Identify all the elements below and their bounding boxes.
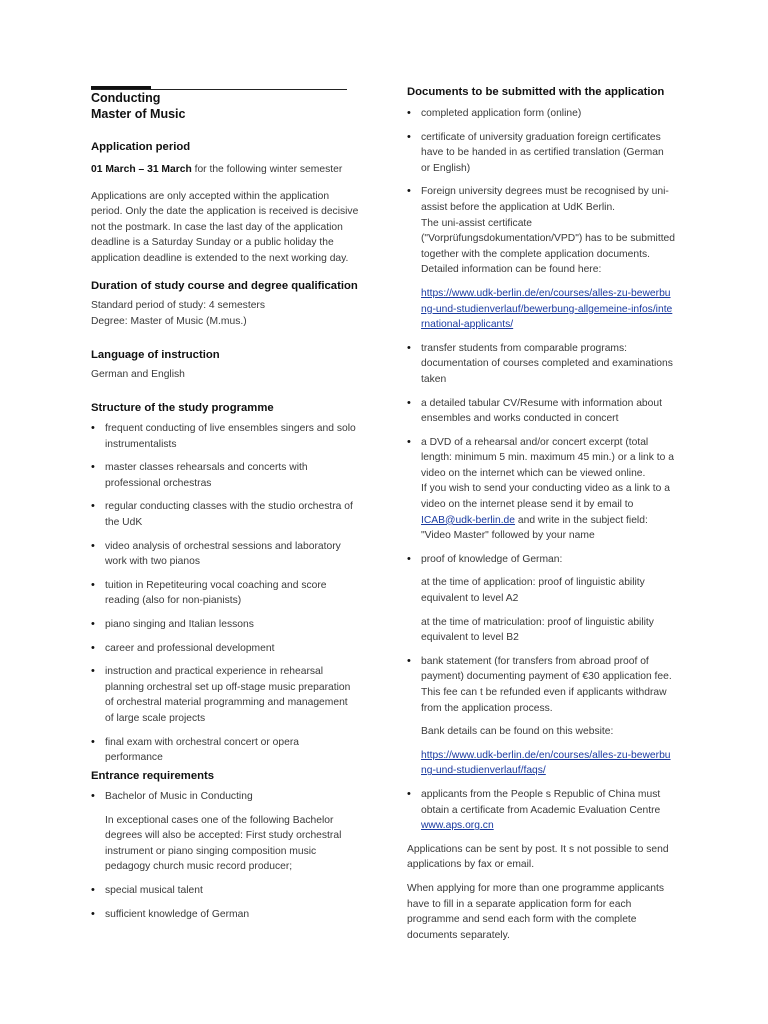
multi-programme-note: When applying for more than one programme applicants have to fill in a separate application form for each programme and send each form with the complete documents separately.: [407, 882, 664, 941]
aps-link-wrap: [421, 818, 675, 834]
language-section: [91, 348, 359, 383]
list-item: • tuition in Repetiteuring vocal coaching and score reading (also for non-pianists): [91, 578, 359, 609]
list-item: [407, 435, 675, 544]
dates-range: 01 March – 31 March: [91, 164, 192, 175]
list-item: • video analysis of orchestral sessions and laboratory work with two pianos: [91, 539, 359, 570]
aps-link[interactable]: www.aps.org.cn: [421, 820, 494, 832]
vpd-note: The uni-assist certificate ("Vorprüfungsdokumentation/VPD") has to be submitted together with the complete application documents. Detailed information can be found here:: [421, 217, 676, 276]
duration-section: [91, 279, 359, 329]
bank-details-note: Bank details can be found on this website:: [421, 726, 614, 738]
duration-standard: Standard period of study: 4 semesters: [91, 300, 265, 311]
list-item: [407, 654, 675, 779]
duration-degree: Degree: Master of Music (M.mus.): [91, 315, 247, 327]
duration-heading: Duration of study course and degree qualification: [91, 280, 358, 292]
structure-section: [91, 401, 359, 766]
international-applicants-link[interactable]: https://www.udk-berlin.de/en/courses/alles-zu-bewerbung-und-studienverlauf/bewerbung-allgemeine-infos/international-applicants/: [421, 287, 673, 331]
german-proof: • proof of knowledge of German:: [421, 553, 563, 565]
video-email-note: [421, 481, 675, 543]
application-period-note: Applications are only accepted within the application period. Only the date the application is received is decisive not the postmark. In case the last day of the application deadline is a Saturday Sunday or a public holiday the application deadline is extended to the next working day.: [91, 190, 359, 264]
email-link[interactable]: ICAB@udk-berlin.de: [421, 514, 516, 526]
language-text: German and English: [91, 369, 185, 380]
list-item: • piano singing and Italian lessons: [91, 617, 359, 633]
list-item: • frequent conducting of live ensembles singers and solo instrumentalists: [91, 421, 359, 452]
list-item: • completed application form (online): [407, 106, 675, 122]
german-level-b2: at the time of matriculation: proof of linguistic ability equivalent to level B2: [421, 616, 654, 644]
structure-list: [91, 421, 359, 766]
post-note: Applications can be sent by post. It s not possible to send applications by fax or email.: [407, 843, 669, 871]
list-item: • transfer students from comparable programs: documentation of courses completed and examinations taken: [407, 341, 675, 388]
entrance-item-bachelor: • Bachelor of Music in Conducting: [105, 791, 253, 802]
documents-section: [407, 85, 675, 943]
list-item: • final exam with orchestral concert or opera performance: [91, 735, 359, 766]
list-item: • career and professional development: [91, 641, 359, 657]
language-heading: Language of instruction: [91, 349, 220, 361]
list-item: • instruction and practical experience in rehearsal planning orchestral set up off-stage music preparation of orchestral material programming and management of large scale projects: [91, 664, 359, 726]
dates-suffix: for the following winter semester: [191, 164, 343, 175]
german-level-a2: at the time of application: proof of linguistic ability equivalent to level A2: [421, 577, 645, 605]
application-period-section: [91, 140, 359, 267]
bank-statement: • bank statement (for transfers from abroad proof of payment) documenting payment of €30 application fee. This fee can t be refunded even if applicants withdraw from the application process.: [421, 655, 672, 714]
china-applicants: • applicants from the People s Republic of China must obtain a certificate from Academic Evaluation Centre: [421, 788, 661, 816]
faqs-link-wrap: [421, 748, 675, 779]
list-item: • a detailed tabular CV/Resume with information about ensembles and works conducted in concert: [407, 396, 675, 427]
program-name: Conducting: [91, 91, 161, 105]
video-email-text: If you wish to send your conducting video as a link to a video on the internet please send it by email to: [421, 483, 670, 511]
application-period-heading: Application period: [91, 141, 191, 153]
list-item: • regular conducting classes with the studio orchestra of the UdK: [91, 499, 359, 530]
international-applicants-link-wrap: [421, 286, 675, 333]
structure-heading: Structure of the study programme: [91, 402, 274, 414]
header-rule: [91, 89, 347, 90]
list-item: • master classes rehearsals and concerts with professional orchestras: [91, 460, 359, 491]
application-dates: [91, 162, 359, 178]
list-item: • certificate of university graduation foreign certificates have to be handed in as certified translation (German or English): [407, 130, 675, 177]
uni-assist-note: • Foreign university degrees must be recognised by uni-assist before the application at UdK Berlin.: [421, 186, 669, 213]
program-title: [91, 91, 185, 122]
degree-name: Master of Music: [91, 106, 186, 121]
list-item: • special musical talent: [91, 883, 359, 899]
list-item: [407, 184, 675, 332]
list-item: • sufficient knowledge of German: [91, 907, 359, 923]
video-subject-text: and write in the subject field: "Video Master" followed by your name: [421, 514, 648, 542]
entrance-list: [91, 789, 359, 922]
faqs-link[interactable]: https://www.udk-berlin.de/en/courses/alles-zu-bewerbung-und-studienverlauf/faqs/: [421, 749, 671, 777]
dvd-note: • a DVD of a rehearsal and/or concert excerpt (total length: minimum 5 min. maximum 45 min.) or a link to a video on the internet which can be viewed online.: [421, 436, 674, 479]
list-item: [407, 787, 675, 834]
entrance-section: [91, 769, 359, 922]
entrance-heading: Entrance requirements: [91, 770, 215, 782]
list-item: [407, 552, 675, 646]
list-item: [91, 789, 359, 875]
documents-heading: Documents to be submitted with the application: [407, 86, 665, 98]
documents-list: [407, 106, 675, 834]
entrance-exception-note: In exceptional cases one of the following Bachelor degrees will also be accepted: First study orchestral instrument or piano singing composition music pedagogy church music record producer;: [105, 814, 342, 873]
